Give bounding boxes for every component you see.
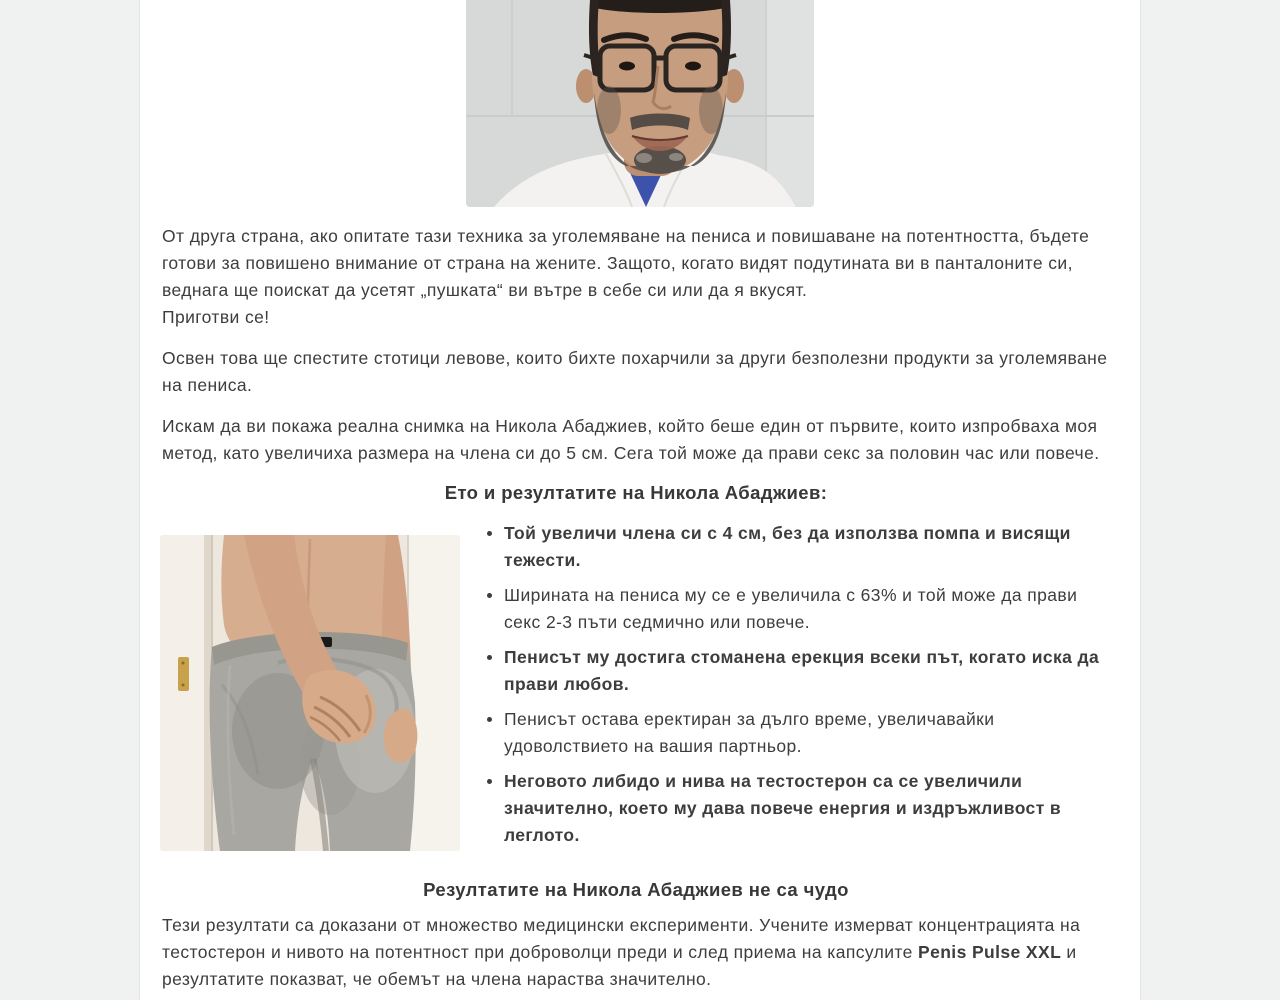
sweatpants-photo-illustration xyxy=(160,535,460,851)
sweatpants-photo xyxy=(160,535,460,851)
paragraph-savings: Освен това ще спестите стотици левове, които бихте похарчили за други безполезни продукти за уголемяване на пениса. xyxy=(162,348,1108,395)
paragraph-nikola: Искам да ви покажа реална снимка на Никола Абаджиев, който беше един от първите, които изпробваха моя метод, като увеличиха размера на члена си до 5 см. Сега той може да прави секс за половин час или повече. xyxy=(162,416,1100,463)
final-text-prefix: Тези резултати са доказани от множество медицински експерименти. Учените измерват концентрацията на тестостерон и нивото на потентност при доброволци преди и след приема на капсулите xyxy=(162,915,1081,962)
paragraph-intro-lastline: Приготви се! xyxy=(162,307,270,327)
results-heading: Ето и резултатите на Никола Абаджиев: xyxy=(444,482,828,503)
doctor-photo-illustration xyxy=(466,0,814,207)
article-body xyxy=(140,223,1140,993)
paragraph-intro xyxy=(162,223,1110,331)
result-item: Пенисът остава еректиран за дълго време, увеличавайки удоволствието на вашия партньор. xyxy=(480,706,1110,760)
miracle-heading: Резултатите на Никола Абаджиев не са чудо xyxy=(423,879,849,900)
results-section xyxy=(162,520,1110,852)
product-name: Penis Pulse XXL xyxy=(918,942,1062,962)
doctor-photo xyxy=(466,0,814,207)
paragraph-intro-text: От друга страна, ако опитате тази техника за уголемяване на пениса и повишаване на потентността, бъдете готови за повишено внимание от страна на жените. Защото, когато видят подутината ви в панталоните си, веднага ще поискат да усетят „пушката“ ви вътре в себе си или да я вкусят. xyxy=(162,226,1090,300)
result-item: Той увеличи члена си с 4 см, без да използва помпа и висящи тежести. xyxy=(480,520,1110,574)
results-list xyxy=(480,520,1110,849)
result-item: Пенисът му достига стоманена ерекция всеки път, когато иска да прави любов. xyxy=(480,644,1110,698)
final-text-suffix: и резултатите показват, че обемът на члена нараства значително. xyxy=(162,942,1077,989)
article-card xyxy=(140,0,1140,1000)
result-item: Ширината на пениса му се е увеличила с 63% и той може да прави секс 2-3 пъти седмично или повече. xyxy=(480,582,1110,636)
result-item: Неговото либидо и нива на тестостерон са се увеличили значително, което му дава повече енергия и издръжливост в леглото. xyxy=(480,768,1110,849)
paragraph-final xyxy=(162,912,1110,993)
